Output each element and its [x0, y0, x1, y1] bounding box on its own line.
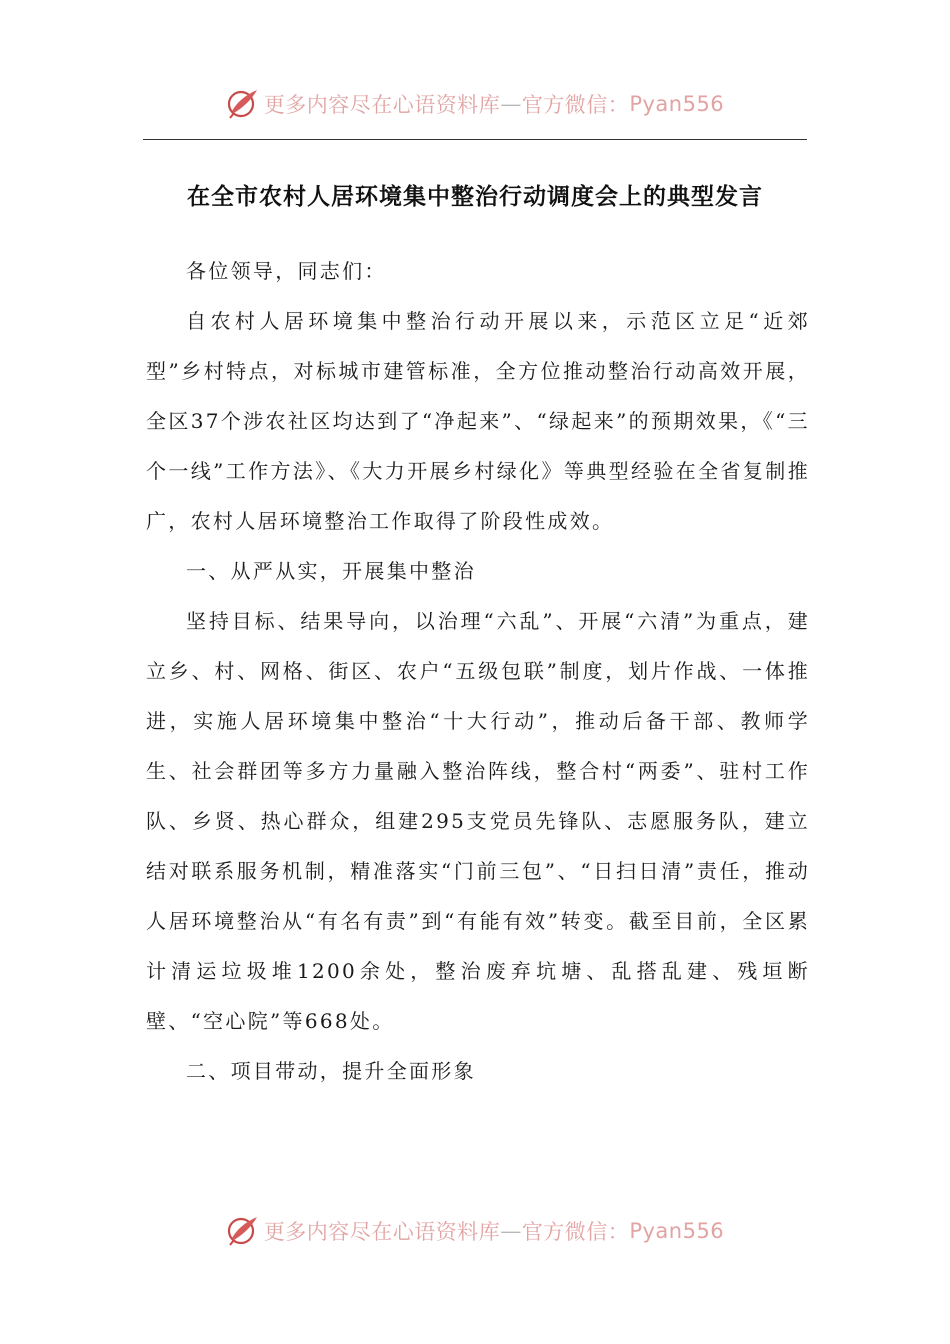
- watermark-wechat-id: Pyan556: [629, 1219, 725, 1243]
- paragraph-section-1: 坚持目标、结果导向，以治理“六乱”、开展“六清”为重点，建立乡、村、网格、街区、农户“五级包联”制度，划片作战、一体推进，实施人居环境集中整治“十大行动”，推动后备干部、教师学生、社会群团等多方力量融入整治阵线，整合村“两委”、驻村工作队、乡贤、热心群众，组建295支党员先锋队、志愿服务队，建立结对联系服务机制，精准落实“门前三包”、“日扫日清”责任，推动人居环境整治从“有名有责”到“有能有效”转变。截至目前，全区累计清运垃圾堆1200余处，整治废弃坑塘、乱搭乱建、残垣断壁、“空心院”等668处。: [146, 609, 810, 1033]
- header-watermark: [0, 84, 950, 124]
- watermark-suffix: 官方微信：: [521, 93, 630, 117]
- paragraph-intro: 自农村人居环境集中整治行动开展以来，示范区立足“近郊型”乡村特点，对标城市建管标准，全方位推动整治行动高效开展，全区37个涉农社区均达到了“净起来”、“绿起来”的预期效果，《“三个一线”工作方法》、《大力开展乡村绿化》等典型经验在全省复制推广，农村人居环境整治工作取得了阶段性成效。: [146, 309, 810, 533]
- document-body: [146, 246, 810, 1096]
- section-heading-1: 一、从严从实，开展集中整治: [186, 559, 476, 583]
- salutation: 各位领导，同志们：: [186, 259, 387, 283]
- quill-logo-icon: [226, 87, 260, 121]
- watermark-wechat-id: Pyan556: [629, 92, 725, 116]
- watermark-separator: —: [500, 1219, 522, 1243]
- watermark-main-text: 更多内容尽在心语资料库: [263, 1220, 501, 1244]
- section-heading-2: 二、项目带动，提升全面形象: [186, 1059, 476, 1083]
- watermark-separator: —: [500, 92, 522, 116]
- watermark-suffix: 官方微信：: [521, 1220, 630, 1244]
- quill-logo-icon: [226, 1214, 260, 1248]
- document-title: 在全市农村人居环境集中整治行动调度会上的典型发言: [187, 183, 763, 210]
- header-divider: [143, 139, 807, 140]
- watermark-main-text: 更多内容尽在心语资料库: [263, 93, 501, 117]
- footer-watermark: [0, 1211, 950, 1251]
